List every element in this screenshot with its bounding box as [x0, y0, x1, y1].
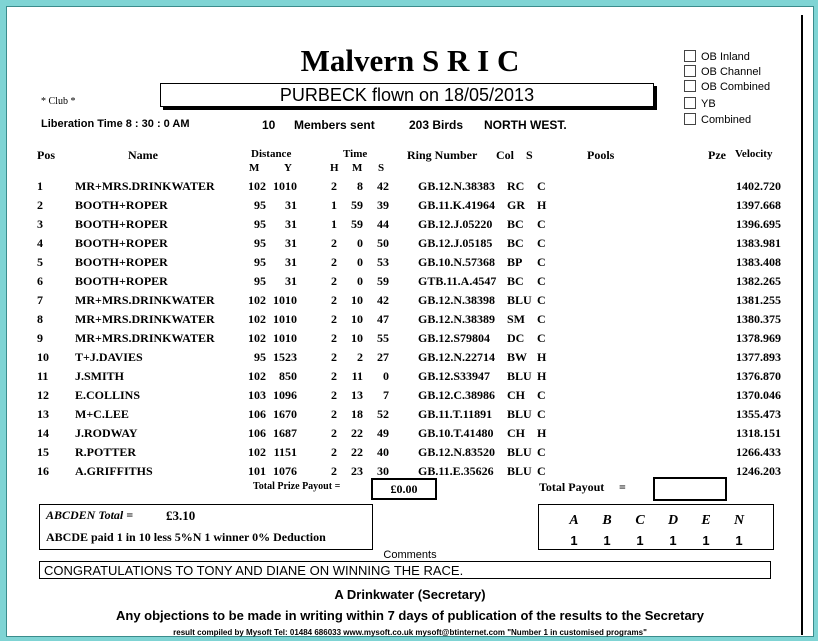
birds-count: 203 Birds: [409, 118, 464, 132]
cell-tm: 10: [351, 293, 363, 307]
cell-ring: GB.11.K.41964: [418, 198, 496, 212]
cell-m: 102: [248, 331, 266, 345]
cell-name: R.POTTER: [75, 445, 137, 459]
cell-m: 95: [254, 198, 266, 212]
cell-vel: 1266.433: [736, 445, 781, 459]
cell-col: BLU: [507, 369, 532, 383]
cell-vel: 1396.695: [736, 217, 781, 231]
table-row: [7, 426, 813, 445]
cell-h: 2: [331, 236, 337, 250]
cell-m: 102: [248, 312, 266, 326]
table-row: [7, 331, 813, 350]
pool-value: 1: [636, 533, 644, 548]
cell-s: 53: [377, 255, 389, 269]
table-row: [7, 274, 813, 293]
table-row: [7, 179, 813, 198]
cell-h: 2: [331, 179, 337, 193]
cell-name: BOOTH+ROPER: [75, 217, 168, 231]
cell-ring: GB.10.N.57368: [418, 255, 496, 269]
col-pools: Pools: [587, 148, 615, 162]
cell-col: CH: [507, 426, 525, 440]
cell-vel: 1402.720: [736, 179, 781, 193]
cell-pos: 13: [37, 407, 49, 421]
cell-sex: H: [537, 198, 547, 212]
cell-h: 2: [331, 274, 337, 288]
cell-m: 95: [254, 217, 266, 231]
cell-y: 1010: [273, 312, 297, 326]
cell-pos: 12: [37, 388, 49, 402]
cell-s: 7: [383, 388, 389, 402]
cell-tm: 10: [351, 331, 363, 345]
cell-m: 102: [248, 293, 266, 307]
cell-m: 106: [248, 407, 266, 421]
cell-y: 31: [285, 274, 297, 288]
cell-col: BC: [507, 217, 524, 231]
cell-pos: 15: [37, 445, 49, 459]
cell-name: BOOTH+ROPER: [75, 236, 168, 250]
cell-ring: GB.12.N.38398: [418, 293, 496, 307]
comments-text: CONGRATULATIONS TO TONY AND DIANE ON WINNING THE RACE.: [39, 561, 771, 579]
table-row: [7, 369, 813, 388]
cell-s: 42: [377, 293, 389, 307]
comments-label: Comments: [383, 549, 437, 561]
cell-sex: C: [537, 236, 546, 250]
cell-sex: C: [537, 331, 546, 345]
cell-h: 2: [331, 331, 337, 345]
cell-y: 1010: [273, 293, 297, 307]
cell-tm: 59: [351, 217, 363, 231]
cell-tm: 22: [351, 426, 363, 440]
cell-y: 1670: [273, 407, 297, 421]
cell-s: 30: [377, 464, 389, 478]
cell-sex: C: [537, 293, 546, 307]
credits: result compiled by Mysoft Tel: 01484 686033 www.mysoft.co.uk mysoft@btinternet.com "Number 1 in customised programs": [173, 628, 647, 637]
pool-letter: C: [635, 513, 645, 528]
cell-m: 95: [254, 274, 266, 288]
cell-tm: 0: [357, 274, 363, 288]
checkbox-icon[interactable]: [684, 50, 696, 62]
cell-col: BC: [507, 236, 524, 250]
col-pos: Pos: [37, 148, 55, 162]
option-ob-combined[interactable]: OB Combined: [684, 80, 770, 93]
club-title: Malvern S R I C: [300, 43, 520, 78]
cell-y: 1096: [273, 388, 297, 402]
cell-sex: C: [537, 217, 546, 231]
cell-h: 1: [331, 217, 337, 231]
cell-col: BLU: [507, 445, 532, 459]
cell-col: BP: [507, 255, 523, 269]
option-ob-channel[interactable]: OB Channel: [684, 65, 761, 78]
cell-s: 55: [377, 331, 389, 345]
cell-s: 47: [377, 312, 389, 326]
cell-h: 2: [331, 445, 337, 459]
col-miles: M: [249, 162, 260, 174]
cell-sex: H: [537, 426, 547, 440]
col-hours: H: [330, 162, 339, 174]
cell-name: MR+MRS.DRINKWATER: [75, 179, 215, 193]
cell-sex: C: [537, 464, 546, 478]
cell-s: 50: [377, 236, 389, 250]
cell-sex: C: [537, 388, 546, 402]
table-row: [7, 255, 813, 274]
pools-grid: [538, 504, 774, 550]
cell-sex: H: [537, 350, 547, 364]
abcden-label: ABCDEN Total =: [46, 508, 134, 522]
cell-sex: C: [537, 179, 546, 193]
pool-letter: A: [569, 513, 579, 528]
col-time: Time: [343, 148, 368, 160]
cell-y: 1687: [273, 426, 297, 440]
cell-ring: GTB.11.A.4547: [418, 274, 497, 288]
cell-col: DC: [507, 331, 525, 345]
wind-direction: NORTH WEST.: [484, 118, 567, 132]
cell-m: 102: [248, 179, 266, 193]
cell-h: 2: [331, 426, 337, 440]
cell-y: 31: [285, 255, 297, 269]
cell-pos: 8: [37, 312, 43, 326]
cell-ring: GB.12.N.38383: [418, 179, 496, 193]
cell-y: 31: [285, 217, 297, 231]
cell-s: 49: [377, 426, 389, 440]
cell-sex: C: [537, 274, 546, 288]
cell-tm: 0: [357, 255, 363, 269]
cell-col: BLU: [507, 293, 532, 307]
cell-col: BW: [507, 350, 528, 364]
col-seconds: S: [378, 162, 385, 174]
col-distance: Distance: [251, 148, 292, 160]
cell-ring: GB.12.N.38389: [418, 312, 496, 326]
col-velocity: Velocity: [735, 148, 773, 160]
pool-value: 1: [669, 533, 677, 548]
cell-vel: 1377.893: [736, 350, 781, 364]
secretary: A Drinkwater (Secretary): [334, 587, 486, 602]
checkbox-icon[interactable]: [684, 113, 696, 125]
cell-ring: GB.11.T.11891: [418, 407, 493, 421]
cell-h: 2: [331, 255, 337, 269]
cell-tm: 18: [351, 407, 363, 421]
table-row: [7, 217, 813, 236]
col-ring: Ring Number: [407, 148, 478, 162]
cell-s: 44: [377, 217, 389, 231]
cell-h: 2: [331, 464, 337, 478]
cell-name: BOOTH+ROPER: [75, 255, 168, 269]
table-row: [7, 407, 813, 426]
cell-vel: 1381.255: [736, 293, 781, 307]
cell-ring: GB.12.J.05185: [418, 236, 493, 250]
col-name: Name: [128, 148, 158, 162]
cell-h: 2: [331, 293, 337, 307]
cell-h: 1: [331, 198, 337, 212]
liberation-time: Liberation Time 8 : 30 : 0 AM: [41, 118, 190, 130]
cell-s: 0: [383, 369, 389, 383]
col-sex: S: [526, 148, 533, 162]
cell-col: CH: [507, 388, 525, 402]
table-row: [7, 350, 813, 369]
cell-vel: 1383.408: [736, 255, 781, 269]
cell-name: M+C.LEE: [75, 407, 129, 421]
pool-value: 1: [603, 533, 611, 548]
cell-vel: 1380.375: [736, 312, 781, 326]
abcden-box: [39, 504, 373, 550]
table-row: [7, 445, 813, 464]
cell-vel: 1246.203: [736, 464, 781, 478]
cell-vel: 1383.981: [736, 236, 781, 250]
cell-pos: 7: [37, 293, 43, 307]
results-window: [6, 6, 814, 637]
cell-s: 42: [377, 179, 389, 193]
cell-pos: 6: [37, 274, 43, 288]
total-payout-value: [653, 477, 727, 501]
pool-letter: N: [733, 513, 745, 528]
cell-tm: 22: [351, 445, 363, 459]
members-count: 10: [262, 118, 276, 132]
cell-name: BOOTH+ROPER: [75, 274, 168, 288]
cell-sex: C: [537, 255, 546, 269]
total-payout-label: Total Payout: [539, 480, 605, 494]
cell-ring: GB.12.C.38986: [418, 388, 496, 402]
col-minutes: M: [352, 162, 363, 174]
cell-pos: 10: [37, 350, 49, 364]
option-combined[interactable]: Combined: [684, 113, 751, 126]
checkbox-icon[interactable]: [684, 80, 696, 92]
cell-col: SM: [507, 312, 525, 326]
cell-tm: 8: [357, 179, 363, 193]
cell-pos: 4: [37, 236, 43, 250]
cell-pos: 2: [37, 198, 43, 212]
table-row: [7, 198, 813, 217]
cell-m: 102: [248, 369, 266, 383]
cell-pos: 3: [37, 217, 43, 231]
cell-pos: 16: [37, 464, 49, 478]
cell-vel: 1318.151: [736, 426, 781, 440]
cell-tm: 13: [351, 388, 363, 402]
cell-m: 102: [248, 445, 266, 459]
members-label: Members sent: [294, 118, 375, 132]
pool-letter: B: [602, 513, 612, 528]
prize-payout-value: £0.00: [371, 478, 437, 500]
cell-pos: 9: [37, 331, 43, 345]
cell-h: 2: [331, 369, 337, 383]
cell-y: 1151: [273, 445, 297, 459]
cell-y: 31: [285, 198, 297, 212]
abcden-note: ABCDE paid 1 in 10 less 5%N 1 winner 0% Deduction: [46, 530, 326, 544]
cell-y: 850: [279, 369, 297, 383]
cell-m: 103: [248, 388, 266, 402]
cell-pos: 1: [37, 179, 43, 193]
cell-h: 2: [331, 388, 337, 402]
cell-s: 40: [377, 445, 389, 459]
cell-name: A.GRIFFITHS: [75, 464, 153, 478]
cell-pos: 14: [37, 426, 49, 440]
cell-name: MR+MRS.DRINKWATER: [75, 293, 215, 307]
pool-value: 1: [735, 533, 743, 548]
cell-sex: C: [537, 445, 546, 459]
cell-tm: 23: [351, 464, 363, 478]
cell-y: 1523: [273, 350, 297, 364]
cell-vel: 1382.265: [736, 274, 781, 288]
pool-value: 1: [570, 533, 578, 548]
cell-m: 95: [254, 350, 266, 364]
cell-name: BOOTH+ROPER: [75, 198, 168, 212]
cell-ring: GB.10.T.41480: [418, 426, 494, 440]
cell-col: BLU: [507, 464, 532, 478]
cell-y: 31: [285, 236, 297, 250]
pool-letter: D: [667, 513, 679, 528]
cell-y: 1010: [273, 179, 297, 193]
cell-tm: 2: [357, 350, 363, 364]
cell-name: J.SMITH: [75, 369, 125, 383]
cell-name: E.COLLINS: [75, 388, 141, 402]
abcden-value: £3.10: [166, 508, 196, 523]
cell-name: J.RODWAY: [75, 426, 138, 440]
cell-name: MR+MRS.DRINKWATER: [75, 331, 215, 345]
cell-s: 27: [377, 350, 389, 364]
cell-vel: 1378.969: [736, 331, 781, 345]
cell-s: 59: [377, 274, 389, 288]
cell-y: 1076: [273, 464, 297, 478]
cell-pos: 5: [37, 255, 43, 269]
cell-m: 101: [248, 464, 266, 478]
cell-sex: C: [537, 312, 546, 326]
checkbox-icon[interactable]: [684, 97, 696, 109]
pool-value: 1: [702, 533, 710, 548]
col-prize: Pze: [708, 148, 726, 162]
cell-col: GR: [507, 198, 525, 212]
option-yb[interactable]: YB: [684, 97, 716, 110]
cell-name: MR+MRS.DRINKWATER: [75, 312, 215, 326]
cell-tm: 59: [351, 198, 363, 212]
cell-m: 95: [254, 255, 266, 269]
col-yards: Y: [284, 162, 292, 174]
cell-ring: GB.11.E.35626: [418, 464, 494, 478]
cell-name: T+J.DAVIES: [75, 350, 143, 364]
total-payout-equals: =: [619, 480, 626, 494]
cell-vel: 1370.046: [736, 388, 781, 402]
club-label: * Club *: [41, 96, 76, 107]
cell-ring: GB.12.S79804: [418, 331, 491, 345]
pool-letter: E: [701, 513, 711, 528]
cell-pos: 11: [37, 369, 49, 383]
cell-h: 2: [331, 407, 337, 421]
table-row: [7, 293, 813, 312]
cell-vel: 1397.668: [736, 198, 781, 212]
cell-s: 52: [377, 407, 389, 421]
cell-s: 39: [377, 198, 389, 212]
col-colour: Col: [496, 148, 514, 162]
cell-col: BC: [507, 274, 524, 288]
cell-vel: 1355.473: [736, 407, 781, 421]
cell-ring: GB.12.N.22714: [418, 350, 496, 364]
cell-h: 2: [331, 312, 337, 326]
cell-col: BLU: [507, 407, 532, 421]
cell-ring: GB.12.S33947: [418, 369, 491, 383]
cell-ring: GB.12.N.83520: [418, 445, 496, 459]
table-row: [7, 388, 813, 407]
cell-tm: 10: [351, 312, 363, 326]
option-ob-inland[interactable]: OB Inland: [684, 50, 750, 63]
cell-tm: 11: [351, 369, 363, 383]
cell-sex: H: [537, 369, 547, 383]
checkbox-icon[interactable]: [684, 65, 696, 77]
cell-y: 1010: [273, 331, 297, 345]
cell-h: 2: [331, 350, 337, 364]
cell-sex: C: [537, 407, 546, 421]
race-title: PURBECK flown on 18/05/2013: [160, 83, 654, 107]
cell-tm: 0: [357, 236, 363, 250]
cell-ring: GB.12.J.05220: [418, 217, 493, 231]
cell-m: 106: [248, 426, 266, 440]
prize-payout-label: Total Prize Payout =: [253, 481, 341, 492]
cell-vel: 1376.870: [736, 369, 781, 383]
objection-notice: Any objections to be made in writing within 7 days of publication of the results to the Secretary: [116, 608, 704, 623]
table-row: [7, 312, 813, 331]
table-row: [7, 236, 813, 255]
cell-m: 95: [254, 236, 266, 250]
cell-col: RC: [507, 179, 525, 193]
